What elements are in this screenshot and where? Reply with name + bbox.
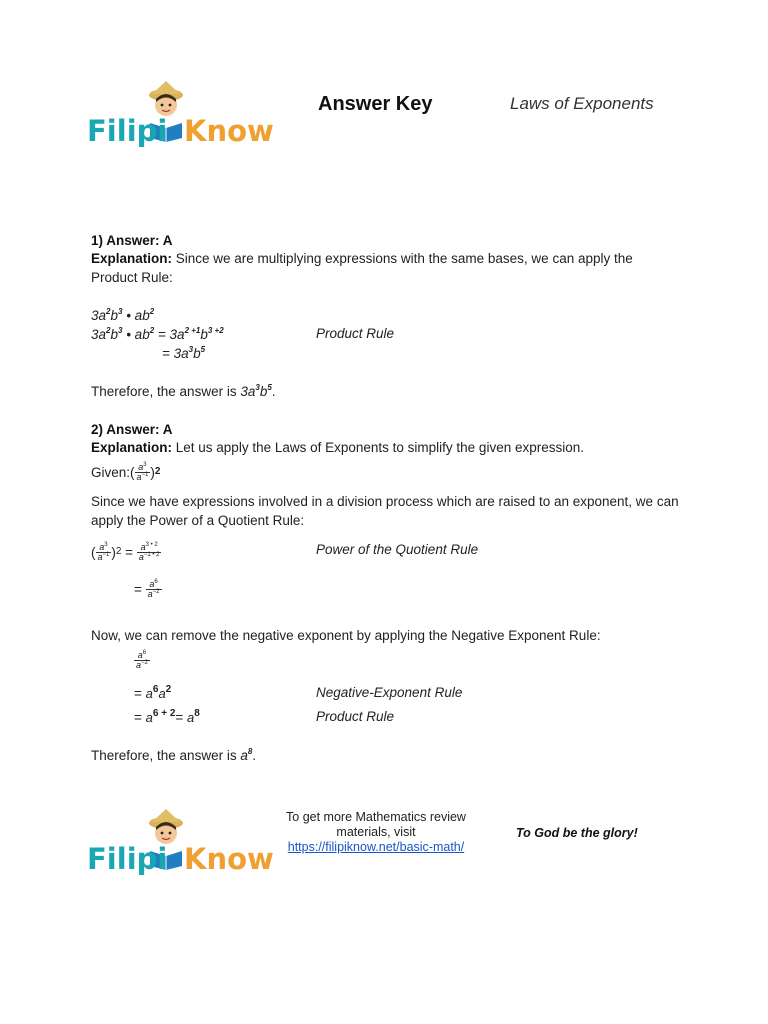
q2-now-text: Now, we can remove the negative exponent by applying the Negative Exponent Rule: (91, 628, 601, 643)
page-title: Answer Key (318, 93, 433, 115)
q1-therefore: Therefore, the answer is $3a^3b^5$. (91, 383, 276, 399)
q2-since-text: Since we have expressions involved in a division process which are raised to an exponent, we can apply the Power of a Quotient Rule: (91, 494, 679, 528)
q1-expl-label: Explanation: (91, 251, 173, 266)
q2-explanation (91, 438, 691, 457)
svg-text:Filipi: Filipi (87, 842, 168, 876)
q1-step1: $3a^2b^3$ • $ab^2 = 3a^{2 +1}b^{3 +2}$ (91, 326, 224, 342)
q2-expl-label: Explanation: (91, 440, 173, 455)
q2-quotient-result: = $\frac{a^6}{a^{-2}}$ (134, 578, 160, 599)
svg-text:Know: Know (184, 842, 274, 876)
q2-heading: 2) Answer: A (91, 422, 173, 437)
q2-therefore: Therefore, the answer is $a^8$. (91, 747, 257, 763)
q1-expl-text: Since we are multiplying expressions with the same bases, we can apply the Product Rule: (91, 251, 633, 285)
q2-negative-start: $\frac{a^6}{a^{-2}}$ (136, 649, 148, 670)
footer-filipiknow-logo (86, 806, 274, 896)
logo-text-right: Know (184, 114, 274, 148)
footer-glory: To God be the glory! (516, 826, 638, 840)
q2-rule-quotient: Power of the Quotient Rule (316, 542, 479, 557)
q2-rule-product: Product Rule (316, 709, 395, 724)
q1-expression: $3a^2b^3$ • $ab^2$ (91, 307, 155, 323)
page-subtitle: Laws of Exponents (510, 94, 654, 113)
q2-negative-step: = $a^6a^2$ (134, 684, 172, 701)
q2-given: Given: ( $\frac{a^3}{a^{-1}}$ ) 2 (91, 461, 161, 482)
q1-rule: Product Rule (316, 326, 395, 341)
footer-link[interactable]: https://filipiknow.net/basic-math/ (287, 840, 465, 854)
footer-review-text: To get more Mathematics review materials, visit https://filipiknow.net/basic-math/ (286, 810, 466, 854)
filipiknow-logo (86, 78, 274, 168)
q2-rule-negative: Negative-Exponent Rule (316, 685, 463, 700)
q2-expl-text: Let us apply the Laws of Exponents to simplify the given expression. (172, 440, 584, 455)
q1-step2: = $3a^3b^5$ (162, 345, 206, 361)
q2-product-step: = $a^{6 + 2}= a^8$ (134, 708, 200, 725)
q1-heading: 1) Answer: A (91, 233, 173, 248)
logo-text-left: Filipi (87, 114, 168, 148)
q2-quotient-step: ( $\frac{a^3}{a^{-1}}$ ) 2 = $\frac{a^{3 • 2}}{a^{-1 • 2}}$ (91, 541, 160, 562)
q1-explanation (91, 249, 671, 287)
